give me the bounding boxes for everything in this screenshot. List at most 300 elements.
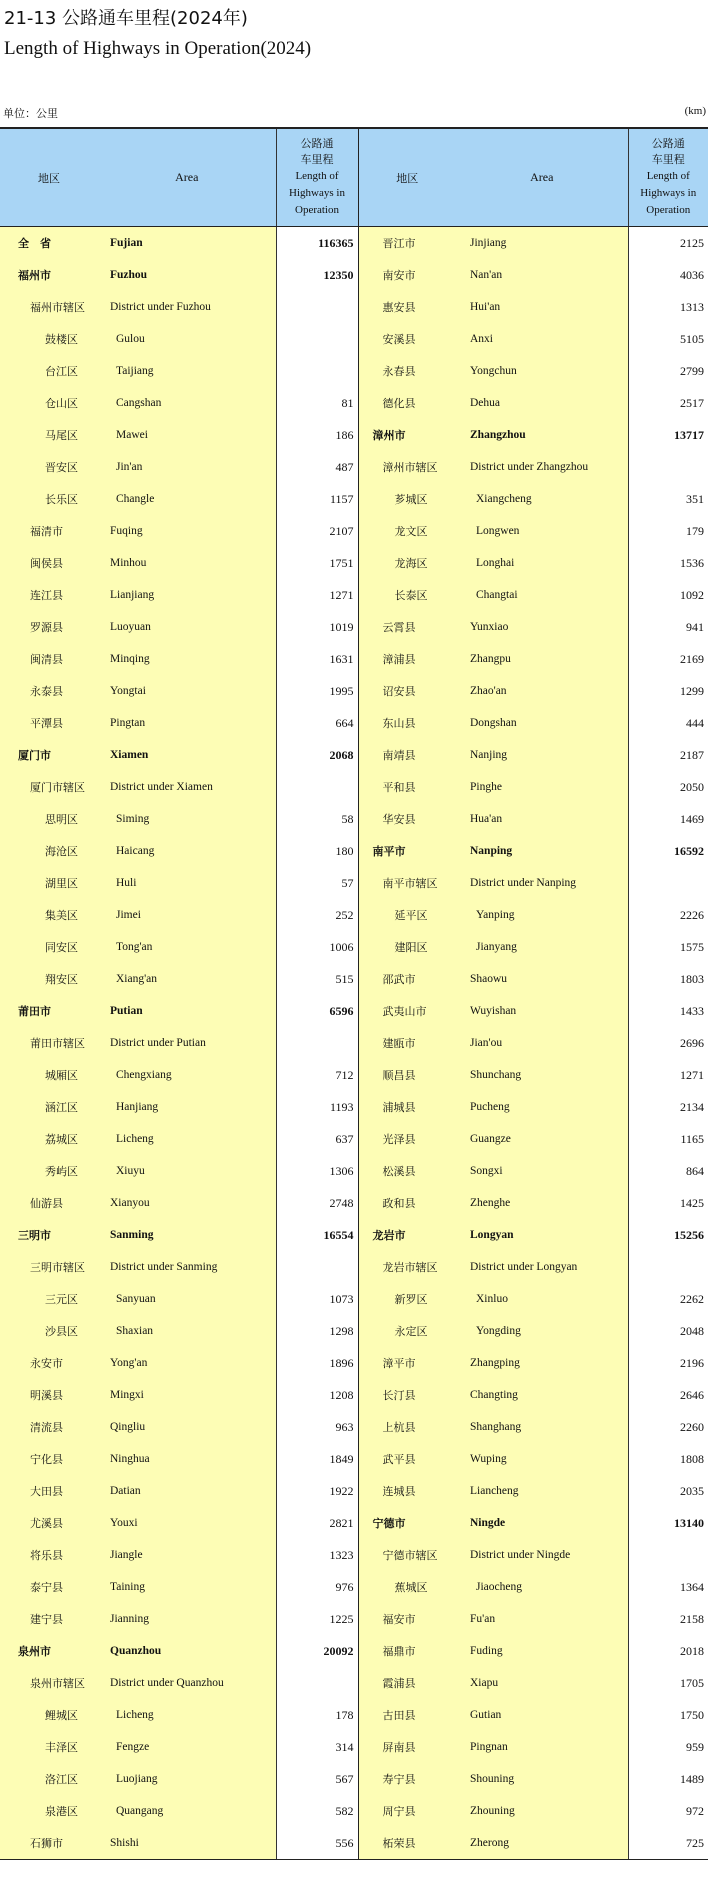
highway-length-value: 1803 <box>628 963 708 995</box>
region-name-cn: 邵武市 <box>358 963 456 995</box>
highway-length-value: 57 <box>276 867 358 899</box>
highway-length-value: 15256 <box>628 1219 708 1251</box>
region-name-en: Fuzhou <box>98 259 276 291</box>
highway-length-value: 2260 <box>628 1411 708 1443</box>
highway-length-value: 515 <box>276 963 358 995</box>
region-name-cn: 蕉城区 <box>358 1571 456 1603</box>
highway-length-value: 16592 <box>628 835 708 867</box>
region-name-cn: 武平县 <box>358 1443 456 1475</box>
region-name-cn: 宁德市 <box>358 1507 456 1539</box>
table-row <box>0 675 708 707</box>
highway-length-value: 178 <box>276 1699 358 1731</box>
region-name-cn: 清流县 <box>0 1411 98 1443</box>
region-name-cn: 南安市 <box>358 259 456 291</box>
table-row <box>0 1667 708 1699</box>
highway-length-value: 2696 <box>628 1027 708 1059</box>
highway-length-value <box>276 1027 358 1059</box>
table-row <box>0 1155 708 1187</box>
highway-length-value: 976 <box>276 1571 358 1603</box>
highway-length-value: 567 <box>276 1763 358 1795</box>
region-name-en: Mingxi <box>98 1379 276 1411</box>
region-name-en: Xianyou <box>98 1187 276 1219</box>
highway-length-value: 1995 <box>276 675 358 707</box>
region-name-en: Youxi <box>98 1507 276 1539</box>
region-name-en: Xiangcheng <box>456 483 628 515</box>
table-row <box>0 1603 708 1635</box>
highway-length-value: 1896 <box>276 1347 358 1379</box>
region-name-cn: 南平市 <box>358 835 456 867</box>
region-name-en: District under Xiamen <box>98 771 276 803</box>
highway-length-value: 81 <box>276 387 358 419</box>
highway-length-value: 2196 <box>628 1347 708 1379</box>
region-name-cn: 安溪县 <box>358 323 456 355</box>
highway-length-value: 20092 <box>276 1635 358 1667</box>
header-value-en-right: Length of Highways in Operation <box>640 170 697 216</box>
highway-length-value: 1193 <box>276 1091 358 1123</box>
region-name-en: Shanghang <box>456 1411 628 1443</box>
region-name-en: Hanjiang <box>98 1091 276 1123</box>
region-name-en: Fujian <box>98 227 276 260</box>
region-name-en: Dongshan <box>456 707 628 739</box>
region-name-cn: 屏南县 <box>358 1731 456 1763</box>
region-name-en: Shouning <box>456 1763 628 1795</box>
region-name-en: Haicang <box>98 835 276 867</box>
region-name-cn: 福鼎市 <box>358 1635 456 1667</box>
region-name-cn: 福安市 <box>358 1603 456 1635</box>
region-name-en: Shaowu <box>456 963 628 995</box>
region-name-en: Yong'an <box>98 1347 276 1379</box>
region-name-en: Minhou <box>98 547 276 579</box>
header-region-cn: 地区 <box>0 128 98 227</box>
header-value-cn: 公路通 车里程 <box>300 137 334 166</box>
region-name-en: Chengxiang <box>98 1059 276 1091</box>
region-name-cn: 南平市辖区 <box>358 867 456 899</box>
table-row <box>0 803 708 835</box>
highway-length-value: 1751 <box>276 547 358 579</box>
highway-length-value <box>628 451 708 483</box>
region-name-cn: 福州市 <box>0 259 98 291</box>
region-name-cn: 三明市辖区 <box>0 1251 98 1283</box>
highway-length-value: 12350 <box>276 259 358 291</box>
region-name-en: District under Ningde <box>456 1539 628 1571</box>
region-name-en: Zhouning <box>456 1795 628 1827</box>
region-name-en: Ninghua <box>98 1443 276 1475</box>
region-name-en: Minqing <box>98 643 276 675</box>
region-name-cn: 福州市辖区 <box>0 291 98 323</box>
region-name-en: Zhangpu <box>456 643 628 675</box>
highway-length-value: 1225 <box>276 1603 358 1635</box>
highway-length-value: 116365 <box>276 227 358 260</box>
region-name-en: Xiapu <box>456 1667 628 1699</box>
region-name-en: Zhao'an <box>456 675 628 707</box>
region-name-cn: 泉州市 <box>0 1635 98 1667</box>
region-name-en: Wuyishan <box>456 995 628 1027</box>
highway-length-value: 959 <box>628 1731 708 1763</box>
table-row <box>0 1475 708 1507</box>
region-name-en: Longhai <box>456 547 628 579</box>
region-name-cn: 洛江区 <box>0 1763 98 1795</box>
page-title: 21-13 公路通车里程(2024年) <box>4 8 248 29</box>
table-row <box>0 1219 708 1251</box>
table-row <box>0 1379 708 1411</box>
highway-length-value: 2517 <box>628 387 708 419</box>
region-name-en: Hui'an <box>456 291 628 323</box>
region-name-cn: 翔安区 <box>0 963 98 995</box>
highway-length-value: 2048 <box>628 1315 708 1347</box>
table-row <box>0 643 708 675</box>
highway-length-value: 2158 <box>628 1603 708 1635</box>
table-row <box>0 1347 708 1379</box>
highway-length-value: 2125 <box>628 227 708 260</box>
region-name-cn: 惠安县 <box>358 291 456 323</box>
region-name-en: Hua'an <box>456 803 628 835</box>
highway-length-table <box>0 127 708 1860</box>
highway-length-value: 13717 <box>628 419 708 451</box>
region-name-cn: 政和县 <box>358 1187 456 1219</box>
region-name-en: Luoyuan <box>98 611 276 643</box>
region-name-cn: 同安区 <box>0 931 98 963</box>
region-name-en: Jin'an <box>98 451 276 483</box>
table-row <box>0 1763 708 1795</box>
region-name-en: Gulou <box>98 323 276 355</box>
page-subtitle: Length of Highways in Operation(2024) <box>4 38 312 59</box>
region-name-cn: 泉州市辖区 <box>0 1667 98 1699</box>
highway-length-value: 2050 <box>628 771 708 803</box>
highway-length-value: 487 <box>276 451 358 483</box>
region-name-cn: 莆田市辖区 <box>0 1027 98 1059</box>
highway-length-value: 1750 <box>628 1699 708 1731</box>
region-name-cn: 龙岩市辖区 <box>358 1251 456 1283</box>
region-name-cn: 平潭县 <box>0 707 98 739</box>
table-row <box>0 515 708 547</box>
highway-length-value: 864 <box>628 1155 708 1187</box>
region-name-en: Changle <box>98 483 276 515</box>
region-name-cn: 闽侯县 <box>0 547 98 579</box>
table-row <box>0 1443 708 1475</box>
region-name-en: Tong'an <box>98 931 276 963</box>
region-name-cn: 鲤城区 <box>0 1699 98 1731</box>
highway-length-value: 972 <box>628 1795 708 1827</box>
highway-length-value: 252 <box>276 899 358 931</box>
region-name-cn: 闽清县 <box>0 643 98 675</box>
highway-length-value: 1208 <box>276 1379 358 1411</box>
table-row <box>0 451 708 483</box>
region-name-en: Luojiang <box>98 1763 276 1795</box>
highway-length-value <box>628 867 708 899</box>
highway-length-value: 1922 <box>276 1475 358 1507</box>
highway-length-value: 2018 <box>628 1635 708 1667</box>
table-row <box>0 419 708 451</box>
region-name-cn: 华安县 <box>358 803 456 835</box>
region-name-cn: 周宁县 <box>358 1795 456 1827</box>
region-name-en: District under Longyan <box>456 1251 628 1283</box>
header-region-en-right: Area <box>456 128 628 227</box>
region-name-cn: 光泽县 <box>358 1123 456 1155</box>
table-row <box>0 1059 708 1091</box>
region-name-cn: 德化县 <box>358 387 456 419</box>
highway-length-value: 444 <box>628 707 708 739</box>
region-name-cn: 龙文区 <box>358 515 456 547</box>
region-name-en: District under Nanping <box>456 867 628 899</box>
region-name-cn: 海沧区 <box>0 835 98 867</box>
region-name-en: Cangshan <box>98 387 276 419</box>
highway-length-value: 5105 <box>628 323 708 355</box>
region-name-en: Licheng <box>98 1123 276 1155</box>
region-name-cn: 松溪县 <box>358 1155 456 1187</box>
table-row <box>0 707 708 739</box>
highway-length-value: 1006 <box>276 931 358 963</box>
region-name-cn: 马尾区 <box>0 419 98 451</box>
highway-length-value: 712 <box>276 1059 358 1091</box>
region-name-en: Yongding <box>456 1315 628 1347</box>
region-name-cn: 集美区 <box>0 899 98 931</box>
region-name-en: Jianyang <box>456 931 628 963</box>
region-name-cn: 龙岩市 <box>358 1219 456 1251</box>
unit-label: 单位：公里 <box>3 107 58 120</box>
table-row <box>0 771 708 803</box>
highway-length-value: 2134 <box>628 1091 708 1123</box>
table-row <box>0 1699 708 1731</box>
table-row <box>0 387 708 419</box>
region-name-en: Pingnan <box>456 1731 628 1763</box>
highway-length-value <box>628 1251 708 1283</box>
region-name-en: Zhangzhou <box>456 419 628 451</box>
highway-length-value: 2035 <box>628 1475 708 1507</box>
table-row <box>0 899 708 931</box>
region-name-cn: 永泰县 <box>0 675 98 707</box>
region-name-en: Jinjiang <box>456 227 628 260</box>
region-name-en: Gutian <box>456 1699 628 1731</box>
region-name-cn: 连城县 <box>358 1475 456 1507</box>
table-row <box>0 355 708 387</box>
region-name-en: Fuding <box>456 1635 628 1667</box>
highway-length-value: 1299 <box>628 675 708 707</box>
region-name-cn: 长泰区 <box>358 579 456 611</box>
highway-length-value: 1271 <box>628 1059 708 1091</box>
region-name-en: Dehua <box>456 387 628 419</box>
highway-length-value: 941 <box>628 611 708 643</box>
region-name-en: Nan'an <box>456 259 628 291</box>
region-name-en: Jimei <box>98 899 276 931</box>
region-name-cn: 三元区 <box>0 1283 98 1315</box>
region-name-cn: 诏安县 <box>358 675 456 707</box>
highway-length-value: 2748 <box>276 1187 358 1219</box>
region-name-cn: 漳浦县 <box>358 643 456 675</box>
region-name-en: Xinluo <box>456 1283 628 1315</box>
highway-length-value: 1849 <box>276 1443 358 1475</box>
table-row <box>0 323 708 355</box>
region-name-cn: 厦门市辖区 <box>0 771 98 803</box>
highway-length-value: 58 <box>276 803 358 835</box>
region-name-en: Siming <box>98 803 276 835</box>
region-name-cn: 厦门市 <box>0 739 98 771</box>
highway-length-value <box>276 1667 358 1699</box>
region-name-cn: 霞浦县 <box>358 1667 456 1699</box>
highway-length-value <box>276 1251 358 1283</box>
region-name-cn: 晋江市 <box>358 227 456 260</box>
region-name-en: Yongtai <box>98 675 276 707</box>
region-name-en: Xiuyu <box>98 1155 276 1187</box>
region-name-en: Fu'an <box>456 1603 628 1635</box>
region-name-cn: 罗源县 <box>0 611 98 643</box>
table-row <box>0 1539 708 1571</box>
region-name-cn: 柘荣县 <box>358 1827 456 1860</box>
region-name-en: Zhenghe <box>456 1187 628 1219</box>
region-name-cn: 丰泽区 <box>0 1731 98 1763</box>
table-row <box>0 1827 708 1860</box>
region-name-en: Ningde <box>456 1507 628 1539</box>
region-name-cn: 寿宁县 <box>358 1763 456 1795</box>
table-row <box>0 611 708 643</box>
highway-length-value: 1364 <box>628 1571 708 1603</box>
table-row <box>0 1507 708 1539</box>
region-name-en: District under Sanming <box>98 1251 276 1283</box>
highway-length-value: 2799 <box>628 355 708 387</box>
highway-length-value: 351 <box>628 483 708 515</box>
region-name-en: Quanzhou <box>98 1635 276 1667</box>
region-name-cn: 晋安区 <box>0 451 98 483</box>
table-body <box>0 227 708 1860</box>
region-name-cn: 漳州市 <box>358 419 456 451</box>
region-name-en: Lianjiang <box>98 579 276 611</box>
highway-length-value <box>276 771 358 803</box>
region-name-cn: 东山县 <box>358 707 456 739</box>
highway-length-value: 2107 <box>276 515 358 547</box>
region-name-en: Mawei <box>98 419 276 451</box>
highway-length-value: 1489 <box>628 1763 708 1795</box>
highway-length-value: 1323 <box>276 1539 358 1571</box>
header-region-cn-right: 地区 <box>358 128 456 227</box>
table-row <box>0 995 708 1027</box>
region-name-en: Yongchun <box>456 355 628 387</box>
table-row <box>0 547 708 579</box>
region-name-en: Changting <box>456 1379 628 1411</box>
highway-length-value: 2821 <box>276 1507 358 1539</box>
highway-length-value: 1433 <box>628 995 708 1027</box>
region-name-en: District under Zhangzhou <box>456 451 628 483</box>
highway-length-value: 1298 <box>276 1315 358 1347</box>
table-row <box>0 739 708 771</box>
region-name-cn: 建阳区 <box>358 931 456 963</box>
highway-length-value: 1705 <box>628 1667 708 1699</box>
table-row <box>0 1731 708 1763</box>
region-name-cn: 石狮市 <box>0 1827 98 1860</box>
region-name-cn: 新罗区 <box>358 1283 456 1315</box>
highway-length-value <box>276 355 358 387</box>
highway-length-value: 1575 <box>628 931 708 963</box>
region-name-en: Xiang'an <box>98 963 276 995</box>
region-name-en: Yanping <box>456 899 628 931</box>
region-name-en: District under Quanzhou <box>98 1667 276 1699</box>
highway-length-value: 1469 <box>628 803 708 835</box>
region-name-en: Datian <box>98 1475 276 1507</box>
highway-length-value: 1092 <box>628 579 708 611</box>
table-row <box>0 579 708 611</box>
table-row <box>0 291 708 323</box>
region-name-cn: 古田县 <box>358 1699 456 1731</box>
highway-length-value: 1019 <box>276 611 358 643</box>
region-name-en: Liancheng <box>456 1475 628 1507</box>
region-name-en: District under Fuzhou <box>98 291 276 323</box>
highway-length-value: 664 <box>276 707 358 739</box>
highway-length-value: 1808 <box>628 1443 708 1475</box>
region-name-cn: 仓山区 <box>0 387 98 419</box>
highway-length-value: 179 <box>628 515 708 547</box>
region-name-en: Nanjing <box>456 739 628 771</box>
region-name-cn: 明溪县 <box>0 1379 98 1411</box>
highway-length-value: 963 <box>276 1411 358 1443</box>
header-value-en: Length of Highways in Operation <box>289 170 345 216</box>
region-name-cn: 顺昌县 <box>358 1059 456 1091</box>
highway-length-value: 2068 <box>276 739 358 771</box>
region-name-cn: 宁化县 <box>0 1443 98 1475</box>
region-name-en: Licheng <box>98 1699 276 1731</box>
highway-length-value: 2169 <box>628 643 708 675</box>
table-row <box>0 1315 708 1347</box>
highway-length-value: 1313 <box>628 291 708 323</box>
region-name-en: Fuqing <box>98 515 276 547</box>
region-name-cn: 莆田市 <box>0 995 98 1027</box>
table-row <box>0 931 708 963</box>
region-name-cn: 尤溪县 <box>0 1507 98 1539</box>
region-name-cn: 泉港区 <box>0 1795 98 1827</box>
region-name-cn: 延平区 <box>358 899 456 931</box>
region-name-cn: 永安市 <box>0 1347 98 1379</box>
region-name-cn: 永定区 <box>358 1315 456 1347</box>
table-row <box>0 1795 708 1827</box>
region-name-en: Jianning <box>98 1603 276 1635</box>
region-name-cn: 大田县 <box>0 1475 98 1507</box>
region-name-en: Changtai <box>456 579 628 611</box>
highway-length-value: 16554 <box>276 1219 358 1251</box>
region-name-cn: 建宁县 <box>0 1603 98 1635</box>
region-name-en: Taining <box>98 1571 276 1603</box>
highway-length-value: 725 <box>628 1827 708 1860</box>
highway-length-value: 1425 <box>628 1187 708 1219</box>
region-name-cn: 龙海区 <box>358 547 456 579</box>
table-row <box>0 227 708 260</box>
region-name-cn: 涵江区 <box>0 1091 98 1123</box>
highway-length-value: 4036 <box>628 259 708 291</box>
region-name-en: Longyan <box>456 1219 628 1251</box>
table-row <box>0 835 708 867</box>
highway-length-value: 1306 <box>276 1155 358 1187</box>
region-name-cn: 宁德市辖区 <box>358 1539 456 1571</box>
region-name-cn: 漳平市 <box>358 1347 456 1379</box>
table-row <box>0 1187 708 1219</box>
region-name-cn: 荔城区 <box>0 1123 98 1155</box>
region-name-en: Pinghe <box>456 771 628 803</box>
highway-length-value: 1271 <box>276 579 358 611</box>
highway-length-value: 2187 <box>628 739 708 771</box>
region-name-cn: 鼓楼区 <box>0 323 98 355</box>
highway-length-value: 556 <box>276 1827 358 1860</box>
header-value <box>276 128 358 227</box>
region-name-cn: 芗城区 <box>358 483 456 515</box>
highway-length-value: 314 <box>276 1731 358 1763</box>
header-region-en: Area <box>98 128 276 227</box>
region-name-cn: 武夷山市 <box>358 995 456 1027</box>
region-name-en: Yunxiao <box>456 611 628 643</box>
table-row <box>0 1571 708 1603</box>
region-name-en: Pingtan <box>98 707 276 739</box>
unit-label-en: (km) <box>684 105 706 117</box>
region-name-en: Shunchang <box>456 1059 628 1091</box>
region-name-en: Putian <box>98 995 276 1027</box>
region-name-en: Longwen <box>456 515 628 547</box>
highway-length-value: 1073 <box>276 1283 358 1315</box>
region-name-en: Pucheng <box>456 1091 628 1123</box>
